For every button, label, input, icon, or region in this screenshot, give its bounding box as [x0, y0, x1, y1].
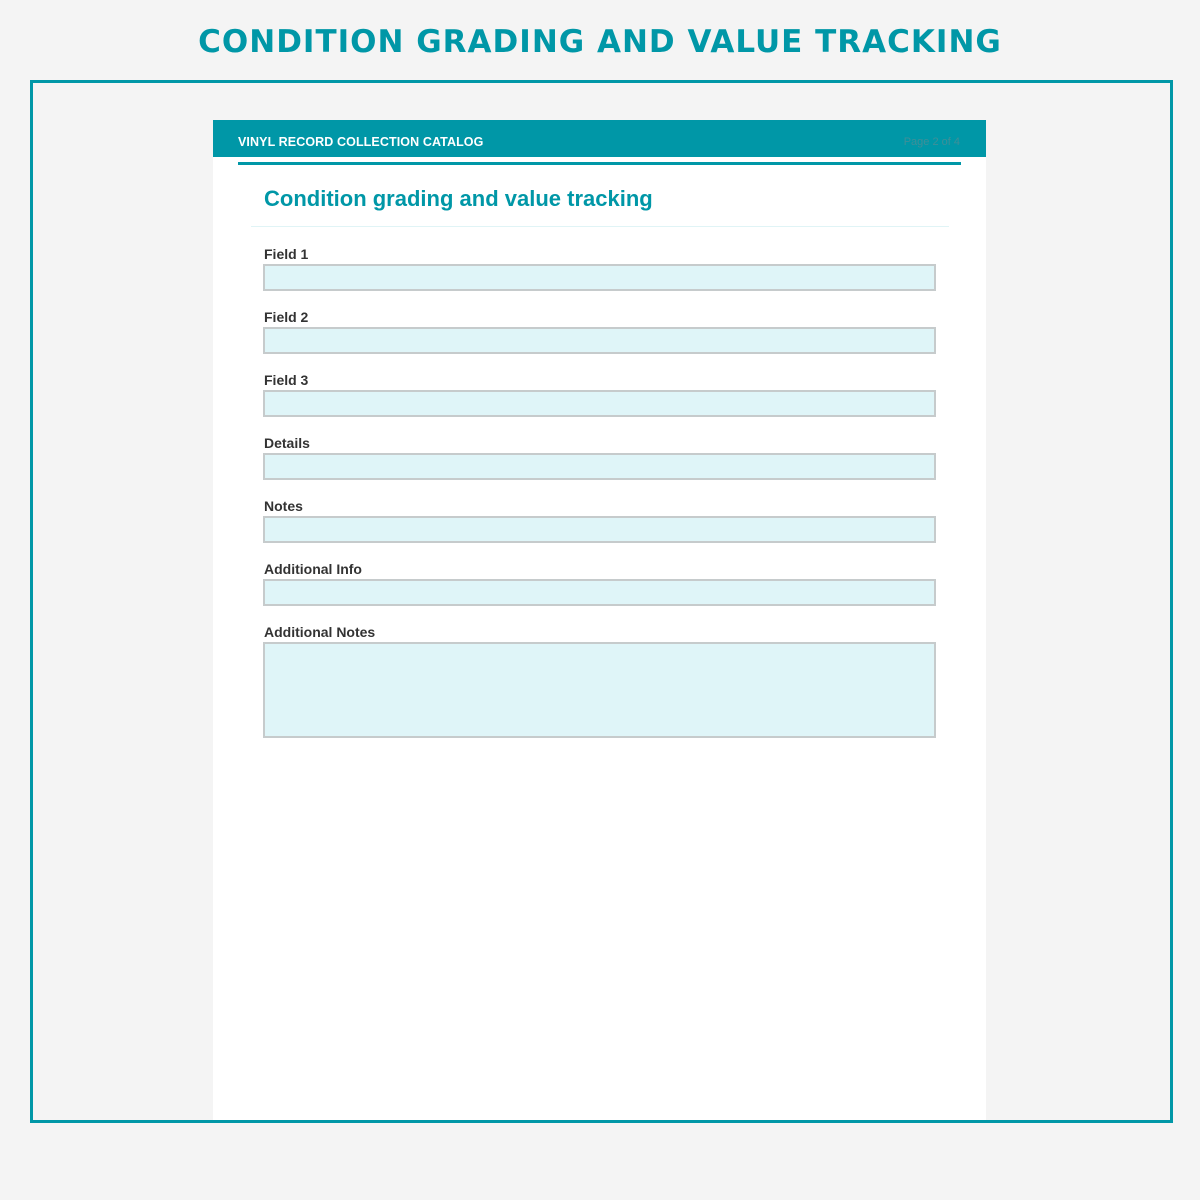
section-title: Condition grading and value tracking [264, 186, 653, 211]
document-page [213, 120, 986, 1120]
document-name: VINYL RECORD COLLECTION CATALOG [238, 135, 484, 149]
additional-notes-textarea[interactable] [263, 642, 936, 738]
field-2-label: Field 2 [264, 309, 309, 325]
header-divider [238, 162, 961, 165]
title-divider [251, 226, 949, 227]
field-3-input[interactable] [263, 390, 936, 417]
page-header [213, 120, 986, 157]
field-1-label: Field 1 [264, 246, 309, 262]
details-label: Details [264, 435, 310, 451]
notes-input[interactable] [263, 516, 936, 543]
additional-info-label: Additional Info [264, 561, 362, 577]
page-number: Page 2 of 4 [903, 136, 960, 148]
field-2-input[interactable] [263, 327, 936, 354]
additional-info-input[interactable] [263, 579, 936, 606]
banner-title: CONDITION GRADING AND VALUE TRACKING [198, 24, 1002, 60]
field-1-input[interactable] [263, 264, 936, 291]
details-input[interactable] [263, 453, 936, 480]
notes-label: Notes [264, 498, 303, 514]
additional-notes-label: Additional Notes [264, 624, 376, 640]
field-3-label: Field 3 [264, 372, 309, 388]
